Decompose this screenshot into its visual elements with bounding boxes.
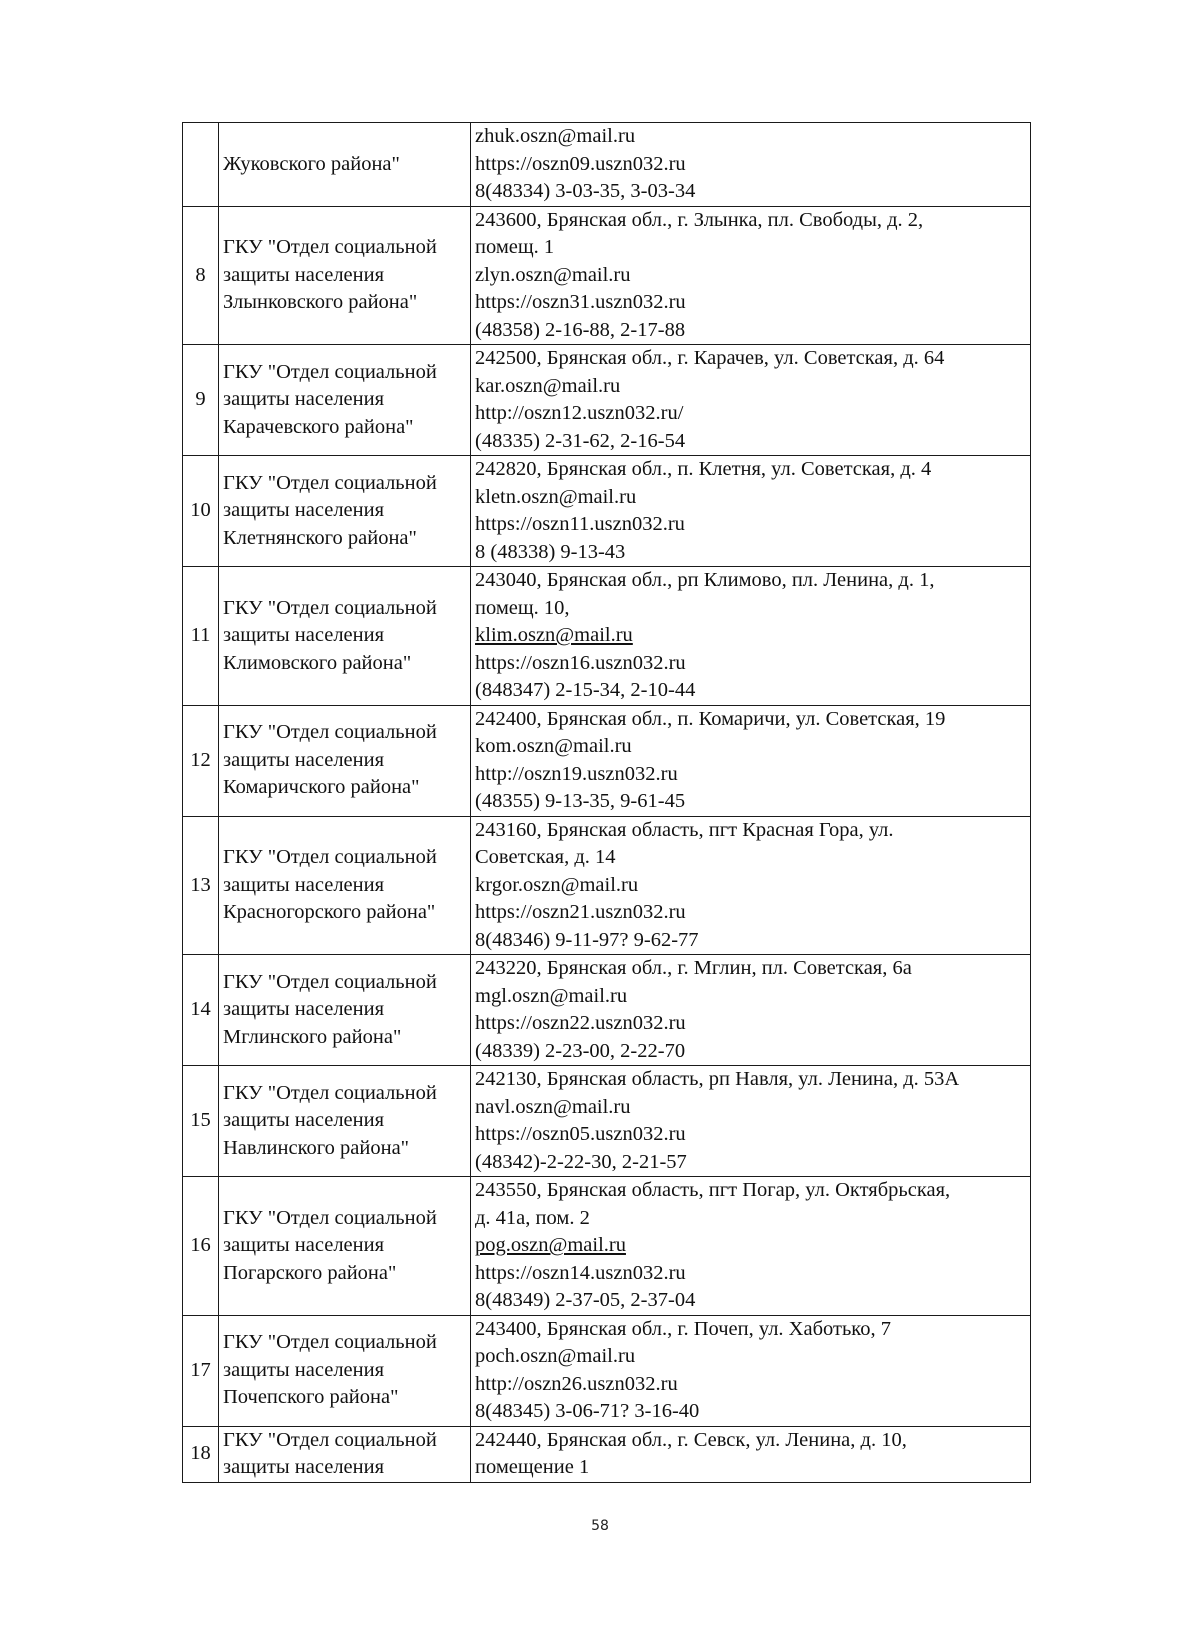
office-name-line: ГКУ "Отдел социальной [223,1428,437,1451]
table-row [183,1066,1031,1177]
office-name-line: защиты населения [223,1358,385,1381]
row-number-cell: 13 [183,816,219,955]
contact-line: 242820, Брянская обл., п. Клетня, ул. Советская, д. 4 [475,458,932,480]
office-name-line: Навлинского района" [223,1136,410,1159]
row-number-cell: 9 [183,345,219,456]
table-row [183,123,1031,207]
office-name-cell [219,345,471,456]
contact-line: 8(48334) 3-03-35, 3-03-34 [475,180,696,202]
contact-line: д. 41а, пом. 2 [475,1206,590,1229]
contact-line: http://oszn26.uszn032.ru [475,1372,678,1395]
office-contacts-cell [471,1066,1031,1177]
contact-line: https://oszn14.uszn032.ru [475,1261,686,1284]
office-contacts-cell [471,1315,1031,1426]
table-body [183,123,1031,1483]
office-contacts-cell [471,123,1031,207]
contact-line: https://oszn11.uszn032.ru [475,513,685,535]
contact-line: (48355) 9-13-35, 9-61-45 [475,790,686,812]
contact-line: (48335) 2-31-62, 2-16-54 [475,429,686,452]
office-name-line: ГКУ "Отдел социальной [223,471,437,494]
contact-line: (848347) 2-15-34, 2-10-44 [475,679,696,701]
office-name-line: защиты населения [223,263,385,286]
table-row [183,1315,1031,1426]
email-link[interactable]: klim.oszn@mail.ru [475,624,633,646]
row-number-cell: 15 [183,1066,219,1177]
contact-line: 8(48346) 9-11-97? 9-62-77 [475,928,699,951]
office-name-line: Климовского района" [223,651,412,674]
contact-line: kletn.oszn@mail.ru [475,485,637,508]
row-number-cell: 8 [183,206,219,345]
row-number-cell: 11 [183,567,219,706]
office-name-cell [219,123,471,207]
table-row [183,206,1031,345]
page-number: 58 [591,1518,609,1534]
contact-line: (48339) 2-23-00, 2-22-70 [475,1039,686,1062]
office-contacts-cell [471,206,1031,345]
office-name-line: защиты населения [223,624,385,646]
table-row [183,1177,1031,1316]
office-name-line: защиты населения [223,499,385,522]
contact-line: 242400, Брянская обл., п. Комаричи, ул. Советская, 19 [475,707,946,730]
office-name-cell [219,456,471,567]
office-name-line: защиты населения [223,1109,385,1132]
office-name-line: ГКУ "Отдел социальной [223,721,437,744]
office-name-cell [219,1315,471,1426]
table-row [183,1426,1031,1482]
contact-line: https://oszn09.uszn032.ru [475,152,686,175]
office-name-line: ГКУ "Отдел социальной [223,1081,437,1104]
office-name-line: защиты населения [223,998,385,1021]
contact-line: помещ. 1 [475,236,555,258]
office-name-line: Клетнянского района" [223,526,417,549]
contact-line: http://oszn12.uszn032.ru/ [475,402,684,424]
contact-line: 243550, Брянская область, пгт Погар, ул. Октябрьская, [475,1179,951,1201]
office-name-line: ГКУ "Отдел социальной [223,1331,437,1354]
contact-line: http://oszn19.uszn032.ru [475,762,678,785]
row-number-cell: 16 [183,1177,219,1316]
row-number-cell: 10 [183,456,219,567]
office-name-line: ГКУ "Отдел социальной [223,1206,437,1229]
office-contacts-cell [471,345,1031,456]
office-name-line: Погарского района" [223,1261,397,1284]
office-name-line: Комаричского района" [223,776,420,799]
contact-line: https://oszn31.uszn032.ru [475,291,686,313]
row-number-cell: 18 [183,1426,219,1482]
office-name-line: защиты населения [223,1234,385,1256]
social-protection-offices-table [182,122,1031,1483]
office-name-line: Мглинского района" [223,1025,402,1048]
contact-line: 8(48349) 2-37-05, 2-37-04 [475,1289,696,1311]
office-name-line: защиты населения [223,748,385,771]
office-contacts-cell [471,1426,1031,1482]
office-name-line: ГКУ "Отдел социальной [223,360,437,383]
contact-line: 242500, Брянская обл., г. Карачев, ул. Советская, д. 64 [475,347,945,369]
contact-line: 243040, Брянская обл., рп Климово, пл. Ленина, д. 1, [475,569,935,591]
contact-line: https://oszn22.uszn032.ru [475,1012,686,1034]
office-name-cell [219,1426,471,1482]
office-name-cell [219,206,471,345]
office-name-line: Красногорского района" [223,901,436,923]
row-number-cell: 17 [183,1315,219,1426]
office-contacts-cell [471,456,1031,567]
office-contacts-cell [471,1177,1031,1316]
office-name-line: ГКУ "Отдел социальной [223,596,437,619]
row-number-cell: 12 [183,705,219,816]
contact-line: 243220, Брянская обл., г. Мглин, пл. Советская, 6а [475,957,912,979]
table-row [183,816,1031,955]
contact-line: kom.oszn@mail.ru [475,735,632,757]
office-name-line: защиты населения [223,1456,385,1478]
office-name-line: Злынковского района" [223,291,418,313]
office-name-cell [219,705,471,816]
office-name-cell [219,1066,471,1177]
office-name-line: защиты населения [223,873,385,896]
contact-line: помещ. 10, [475,596,570,619]
office-contacts-cell [471,705,1031,816]
contact-line: 242440, Брянская обл., г. Севск, ул. Ленина, д. 10, [475,1428,907,1451]
contact-line: 8(48345) 3-06-71? 3-16-40 [475,1400,700,1422]
office-contacts-cell [471,567,1031,706]
contact-line: помещение 1 [475,1456,590,1478]
table-row [183,955,1031,1066]
row-number-cell [183,123,219,207]
office-contacts-cell [471,955,1031,1066]
contact-line: Советская, д. 14 [475,846,616,868]
email-link[interactable]: pog.oszn@mail.ru [475,1234,626,1256]
contact-line: https://oszn21.uszn032.ru [475,901,686,923]
contact-line: 8 (48338) 9-13-43 [475,540,626,563]
office-name-cell [219,816,471,955]
office-name-line: Карачевского района" [223,415,414,438]
office-name-line: ГКУ "Отдел социальной [223,970,437,993]
contact-line: (48358) 2-16-88, 2-17-88 [475,318,686,341]
contact-line: zhuk.oszn@mail.ru [475,125,636,147]
contact-line: 243160, Брянская область, пгт Красная Гора, ул. [475,818,894,841]
table-row [183,456,1031,567]
office-contacts-cell [471,816,1031,955]
office-name-cell [219,955,471,1066]
contact-line: krgor.oszn@mail.ru [475,873,639,896]
contact-line: mgl.oszn@mail.ru [475,984,628,1007]
office-name-line: защиты населения [223,388,385,411]
contact-line: https://oszn16.uszn032.ru [475,651,686,674]
contact-line: 242130, Брянская область, рп Навля, ул. Ленина, д. 53А [475,1068,960,1090]
office-name-line: Жуковского района" [223,152,400,175]
table-row [183,345,1031,456]
contact-line: https://oszn05.uszn032.ru [475,1123,686,1145]
office-name-line: ГКУ "Отдел социальной [223,236,437,258]
office-name-line: ГКУ "Отдел социальной [223,846,437,868]
contact-line: poch.oszn@mail.ru [475,1345,636,1367]
office-name-line: Почепского района" [223,1386,399,1409]
contact-line: 243600, Брянская обл., г. Злынка, пл. Свободы, д. 2, [475,208,924,231]
table-row [183,705,1031,816]
contact-line: 243400, Брянская обл., г. Почеп, ул. Хаботько, 7 [475,1317,891,1340]
row-number-cell: 14 [183,955,219,1066]
contact-line: navl.oszn@mail.ru [475,1095,631,1118]
contact-line: kar.oszn@mail.ru [475,374,621,397]
contact-line: (48342)-2-22-30, 2-21-57 [475,1150,687,1173]
office-name-cell [219,1177,471,1316]
table-row [183,567,1031,706]
office-name-cell [219,567,471,706]
contact-line: zlyn.oszn@mail.ru [475,263,631,286]
